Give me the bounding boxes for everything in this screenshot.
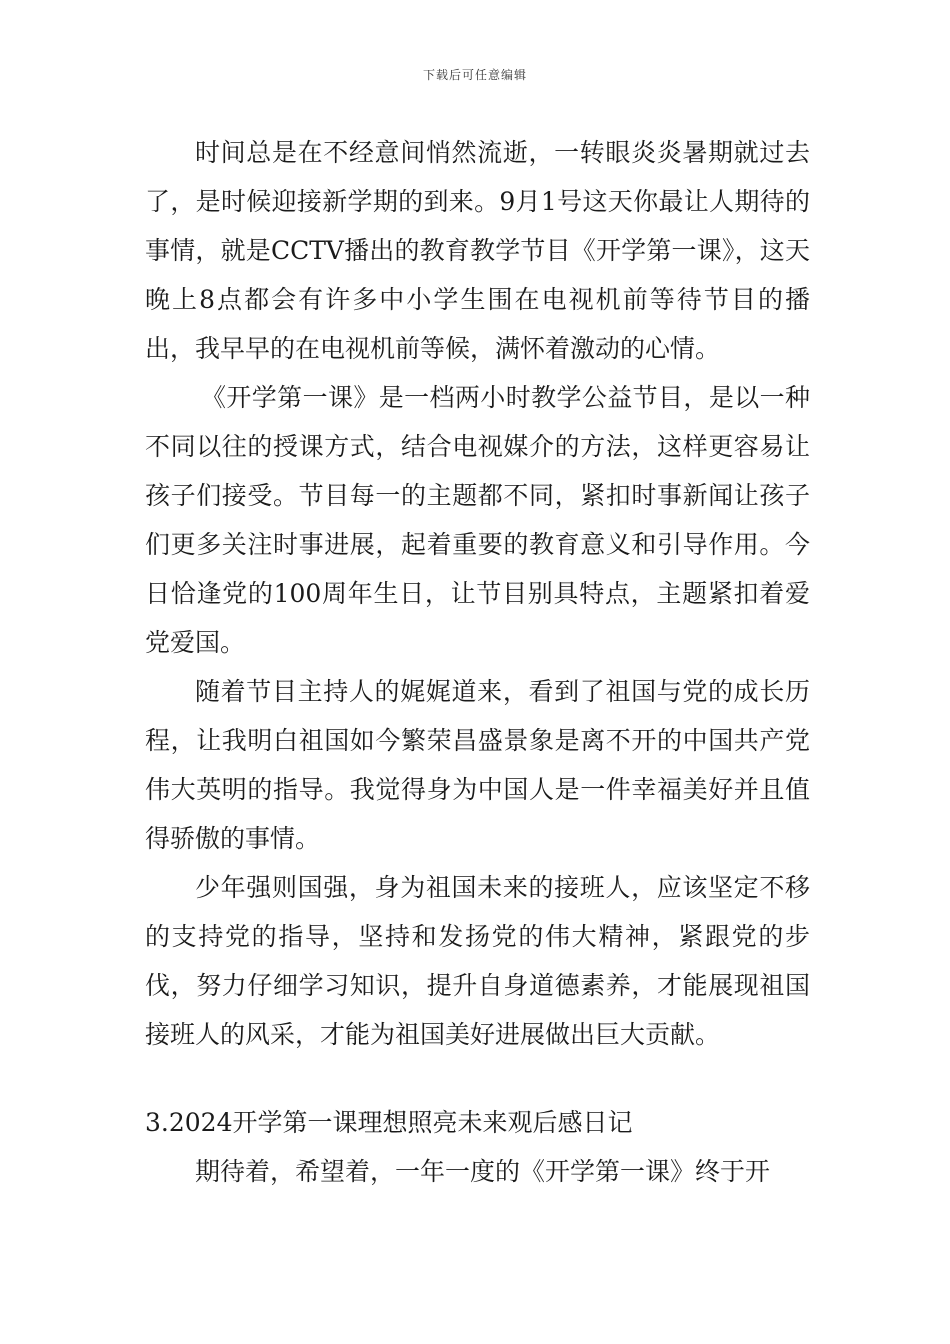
paragraph-1: 时间总是在不经意间悄然流逝，一转眼炎炎暑期就过去了，是时候迎接新学期的到来。9月1号这天你最让人期待的事情，就是CCTV播出的教育教学节目《开学第一课》，这天晚上8点都会有许多中小学生围在电视机前等待节目的播出，我早早的在电视机前等候，满怀着激动的心情。 <box>145 138 810 363</box>
header-note: 下载后可任意编辑 <box>422 68 527 82</box>
closing-paragraph: 期待着，希望着，一年一度的《开学第一课》终于开 <box>195 1157 771 1186</box>
paragraph-2: 《开学第一课》是一档两小时教学公益节目，是以一种不同以往的授课方式，结合电视媒介的方法，这样更容易让孩子们接受。节目每一的主题都不同，紧扣时事新闻让孩子们更多关注时事进展，起着重要的教育意义和引导作用。今日恰逢党的100周年生日，让节目别具特点，主题紧扣着爱党爱国。 <box>145 383 810 657</box>
document-body <box>145 128 810 1196</box>
paragraph-4: 少年强则国强，身为祖国未来的接班人，应该坚定不移的支持党的指导，坚持和发扬党的伟大精神，紧跟党的步伐，努力仔细学习知识，提升自身道德素养，才能展现祖国接班人的风采，才能为祖国美好进展做出巨大贡献。 <box>145 873 810 1049</box>
section-title: 3.2024开学第一课理想照亮未来观后感日记 <box>145 1108 633 1137</box>
paragraph-3: 随着节目主持人的娓娓道来，看到了祖国与党的成长历程，让我明白祖国如今繁荣昌盛景象是离不开的中国共产党伟大英明的指导。我觉得身为中国人是一件幸福美好并且值得骄傲的事情。 <box>145 677 810 853</box>
